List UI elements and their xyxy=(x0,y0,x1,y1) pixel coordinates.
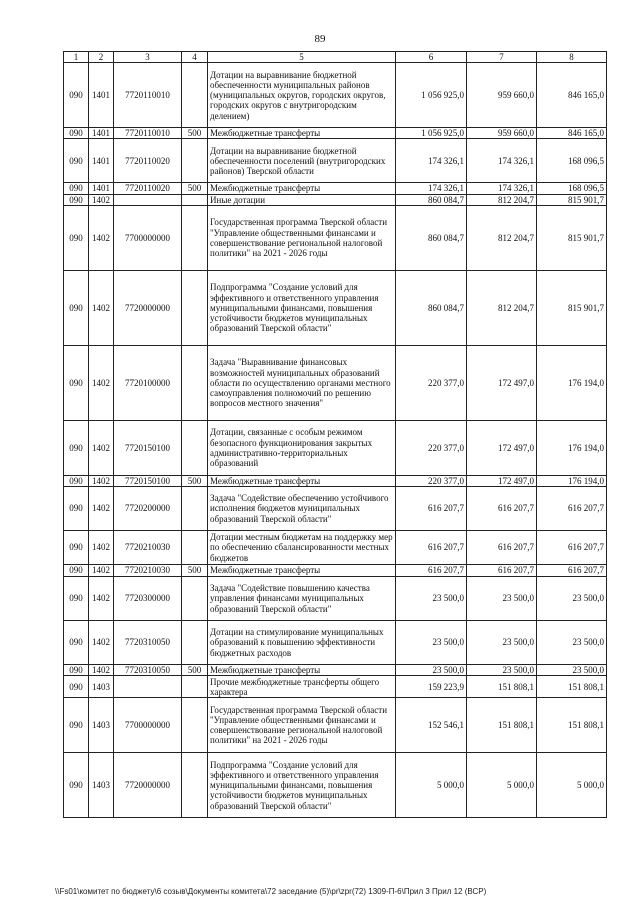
cell-amount-col7: 172 497,0 xyxy=(467,420,537,475)
cell-amount-col7: 616 207,7 xyxy=(467,531,537,565)
cell-admin-code: 090 xyxy=(64,676,89,698)
cell-section-code: 1401 xyxy=(89,63,114,128)
cell-expense-type: 500 xyxy=(182,183,208,194)
cell-amount-col7: 959 660,0 xyxy=(467,63,537,128)
cell-target-code: 7720000000 xyxy=(114,753,182,818)
cell-amount-col8: 815 901,7 xyxy=(537,194,607,205)
cell-target-code: 7720110010 xyxy=(114,128,182,139)
cell-expense-type xyxy=(182,194,208,205)
cell-description: Подпрограмма "Создание условий для эффективного и ответственного управления муниципальными финансами, повышения устойчивости бюджетов муниципальных образований Тверской области" xyxy=(208,753,396,818)
table-row xyxy=(64,577,607,621)
table-row xyxy=(64,475,607,486)
cell-amount-col7: 23 500,0 xyxy=(467,665,537,676)
cell-expense-type xyxy=(182,676,208,698)
cell-admin-code: 090 xyxy=(64,487,89,531)
table-row xyxy=(64,565,607,577)
cell-amount-col6: 616 207,7 xyxy=(396,487,467,531)
column-header: 1 xyxy=(64,52,89,63)
cell-section-code: 1402 xyxy=(89,345,114,420)
cell-amount-col8: 815 901,7 xyxy=(537,270,607,345)
cell-section-code: 1402 xyxy=(89,577,114,621)
cell-description: Межбюджетные трансферты xyxy=(208,475,396,486)
cell-amount-col7: 616 207,7 xyxy=(467,565,537,577)
cell-section-code: 1402 xyxy=(89,270,114,345)
column-header: 4 xyxy=(182,52,208,63)
cell-amount-col7: 812 204,7 xyxy=(467,205,537,270)
cell-target-code: 7700000000 xyxy=(114,205,182,270)
cell-amount-col7: 174 326,1 xyxy=(467,139,537,183)
table-row xyxy=(64,270,607,345)
table-row xyxy=(64,676,607,698)
cell-amount-col6: 860 084,7 xyxy=(396,194,467,205)
column-header: 5 xyxy=(208,52,396,63)
cell-expense-type: 500 xyxy=(182,565,208,577)
cell-description: Государственная программа Тверской области "Управление общественными финансами и совершенствование региональной налоговой политики" на 2021 - 2026 годы xyxy=(208,205,396,270)
table-row xyxy=(64,345,607,420)
cell-description: Задача "Выравнивание финансовых возможностей муниципальных образований области по осуществлению органами местного самоуправления полномочий по решению вопросов местного значения" xyxy=(208,345,396,420)
cell-amount-col8: 616 207,7 xyxy=(537,531,607,565)
cell-amount-col7: 23 500,0 xyxy=(467,577,537,621)
cell-description: Задача "Содействие повышению качества управления финансами муниципальных образований Тверской области" xyxy=(208,577,396,621)
cell-section-code: 1403 xyxy=(89,753,114,818)
cell-description: Межбюджетные трансферты xyxy=(208,183,396,194)
cell-amount-col7: 959 660,0 xyxy=(467,128,537,139)
cell-section-code: 1402 xyxy=(89,487,114,531)
cell-description: Государственная программа Тверской области "Управление общественными финансами и совершенствование региональной налоговой политики" на 2021 - 2026 годы xyxy=(208,698,396,753)
cell-expense-type xyxy=(182,531,208,565)
cell-amount-col6: 174 326,1 xyxy=(396,139,467,183)
cell-section-code: 1402 xyxy=(89,475,114,486)
cell-target-code: 7720200000 xyxy=(114,487,182,531)
cell-admin-code: 090 xyxy=(64,475,89,486)
cell-amount-col8: 23 500,0 xyxy=(537,577,607,621)
cell-expense-type xyxy=(182,420,208,475)
cell-amount-col8: 846 165,0 xyxy=(537,128,607,139)
cell-expense-type: 500 xyxy=(182,665,208,676)
cell-amount-col8: 846 165,0 xyxy=(537,63,607,128)
cell-description: Дотации на стимулирование муниципальных образований к повышению эффективности бюджетных расходов xyxy=(208,621,396,665)
cell-section-code: 1402 xyxy=(89,420,114,475)
cell-amount-col6: 616 207,7 xyxy=(396,531,467,565)
cell-amount-col7: 616 207,7 xyxy=(467,487,537,531)
page-number: 89 xyxy=(314,33,326,45)
table-row xyxy=(64,63,607,128)
cell-amount-col7: 23 500,0 xyxy=(467,621,537,665)
table-body xyxy=(64,63,607,818)
cell-admin-code: 090 xyxy=(64,63,89,128)
cell-section-code: 1403 xyxy=(89,698,114,753)
cell-expense-type xyxy=(182,621,208,665)
cell-target-code: 7720310050 xyxy=(114,621,182,665)
cell-admin-code: 090 xyxy=(64,665,89,676)
cell-description: Дотации, связанные с особым режимом безопасного функционирования закрытых административно-территориальных образований xyxy=(208,420,396,475)
cell-amount-col6: 220 377,0 xyxy=(396,420,467,475)
cell-description: Задача "Содействие обеспечению устойчивого исполнения бюджетов муниципальных образований Тверской области" xyxy=(208,487,396,531)
cell-section-code: 1402 xyxy=(89,531,114,565)
cell-amount-col8: 5 000,0 xyxy=(537,753,607,818)
budget-table xyxy=(63,51,607,818)
cell-target-code xyxy=(114,194,182,205)
cell-amount-col6: 159 223,9 xyxy=(396,676,467,698)
cell-amount-col6: 23 500,0 xyxy=(396,621,467,665)
cell-target-code: 7720310050 xyxy=(114,665,182,676)
cell-expense-type xyxy=(182,698,208,753)
cell-target-code: 7720100000 xyxy=(114,345,182,420)
cell-section-code: 1402 xyxy=(89,205,114,270)
cell-amount-col7: 151 808,1 xyxy=(467,698,537,753)
cell-target-code: 7700000000 xyxy=(114,698,182,753)
cell-target-code: 7720110020 xyxy=(114,139,182,183)
cell-amount-col6: 616 207,7 xyxy=(396,565,467,577)
cell-section-code: 1402 xyxy=(89,621,114,665)
cell-target-code: 7720110020 xyxy=(114,183,182,194)
cell-admin-code: 090 xyxy=(64,577,89,621)
table-row xyxy=(64,665,607,676)
cell-amount-col7: 812 204,7 xyxy=(467,194,537,205)
cell-admin-code: 090 xyxy=(64,621,89,665)
cell-admin-code: 090 xyxy=(64,420,89,475)
cell-admin-code: 090 xyxy=(64,270,89,345)
cell-amount-col6: 174 326,1 xyxy=(396,183,467,194)
cell-amount-col8: 168 096,5 xyxy=(537,139,607,183)
cell-admin-code: 090 xyxy=(64,205,89,270)
cell-amount-col7: 174 326,1 xyxy=(467,183,537,194)
cell-amount-col8: 176 194,0 xyxy=(537,420,607,475)
cell-expense-type: 500 xyxy=(182,128,208,139)
table-header xyxy=(64,52,607,63)
cell-amount-col8: 23 500,0 xyxy=(537,665,607,676)
cell-target-code: 7720300000 xyxy=(114,577,182,621)
cell-amount-col6: 23 500,0 xyxy=(396,665,467,676)
cell-section-code: 1403 xyxy=(89,676,114,698)
cell-amount-col7: 5 000,0 xyxy=(467,753,537,818)
cell-amount-col6: 860 084,7 xyxy=(396,205,467,270)
cell-amount-col6: 1 056 925,0 xyxy=(396,63,467,128)
cell-amount-col7: 172 497,0 xyxy=(467,345,537,420)
table-row xyxy=(64,128,607,139)
cell-expense-type xyxy=(182,270,208,345)
cell-section-code: 1401 xyxy=(89,183,114,194)
cell-expense-type xyxy=(182,63,208,128)
table-row xyxy=(64,753,607,818)
cell-description: Дотации на выравнивание бюджетной обеспеченности муниципальных районов (муниципальных округов, городских округов, городских округов с внутригородским делением) xyxy=(208,63,396,128)
cell-description: Дотации на выравнивание бюджетной обеспеченности поселений (внутригородских районов) Тверской области xyxy=(208,139,396,183)
column-header: 3 xyxy=(114,52,182,63)
cell-description: Иные дотации xyxy=(208,194,396,205)
cell-amount-col8: 23 500,0 xyxy=(537,621,607,665)
table-row xyxy=(64,139,607,183)
cell-amount-col8: 168 096,5 xyxy=(537,183,607,194)
cell-expense-type xyxy=(182,139,208,183)
cell-target-code xyxy=(114,676,182,698)
cell-amount-col8: 151 808,1 xyxy=(537,676,607,698)
cell-amount-col6: 220 377,0 xyxy=(396,345,467,420)
table-row xyxy=(64,487,607,531)
cell-amount-col6: 860 084,7 xyxy=(396,270,467,345)
cell-amount-col7: 812 204,7 xyxy=(467,270,537,345)
cell-expense-type: 500 xyxy=(182,475,208,486)
cell-expense-type xyxy=(182,577,208,621)
cell-description: Межбюджетные трансферты xyxy=(208,128,396,139)
cell-expense-type xyxy=(182,487,208,531)
cell-admin-code: 090 xyxy=(64,753,89,818)
table-row xyxy=(64,183,607,194)
cell-amount-col6: 23 500,0 xyxy=(396,577,467,621)
cell-admin-code: 090 xyxy=(64,128,89,139)
cell-target-code: 7720150100 xyxy=(114,420,182,475)
cell-section-code: 1402 xyxy=(89,665,114,676)
cell-admin-code: 090 xyxy=(64,565,89,577)
cell-target-code: 7720210030 xyxy=(114,531,182,565)
cell-expense-type xyxy=(182,753,208,818)
cell-amount-col7: 151 808,1 xyxy=(467,676,537,698)
table-row xyxy=(64,420,607,475)
cell-amount-col8: 616 207,7 xyxy=(537,487,607,531)
cell-amount-col6: 152 546,1 xyxy=(396,698,467,753)
cell-amount-col8: 151 808,1 xyxy=(537,698,607,753)
cell-expense-type xyxy=(182,205,208,270)
cell-admin-code: 090 xyxy=(64,531,89,565)
cell-admin-code: 090 xyxy=(64,139,89,183)
cell-section-code: 1402 xyxy=(89,565,114,577)
cell-amount-col6: 220 377,0 xyxy=(396,475,467,486)
column-header: 6 xyxy=(396,52,467,63)
cell-admin-code: 090 xyxy=(64,194,89,205)
table-row xyxy=(64,621,607,665)
cell-amount-col6: 1 056 925,0 xyxy=(396,128,467,139)
cell-section-code: 1402 xyxy=(89,194,114,205)
table-row xyxy=(64,205,607,270)
cell-amount-col8: 176 194,0 xyxy=(537,345,607,420)
cell-section-code: 1401 xyxy=(89,139,114,183)
cell-admin-code: 090 xyxy=(64,345,89,420)
cell-description: Межбюджетные трансферты xyxy=(208,665,396,676)
cell-description: Межбюджетные трансферты xyxy=(208,565,396,577)
cell-amount-col8: 815 901,7 xyxy=(537,205,607,270)
cell-amount-col8: 616 207,7 xyxy=(537,565,607,577)
file-path-footer: \\Fs01\комитет по бюджету\6 созыв\Документы комитета\72 заседание (5)\pr\zpr(72) 1309-П-6\Прил 3 Прил 12 (ВСР) xyxy=(55,887,487,896)
cell-section-code: 1401 xyxy=(89,128,114,139)
cell-description: Дотации местным бюджетам на поддержку мер по обеспечению сбалансированности местных бюджетов xyxy=(208,531,396,565)
column-header: 7 xyxy=(467,52,537,63)
cell-target-code: 7720000000 xyxy=(114,270,182,345)
cell-description: Подпрограмма "Создание условий для эффективного и ответственного управления муниципальными финансами, повышения устойчивости бюджетов муниципальных образований Тверской области" xyxy=(208,270,396,345)
table-row xyxy=(64,194,607,205)
table-row xyxy=(64,531,607,565)
cell-admin-code: 090 xyxy=(64,698,89,753)
column-header: 8 xyxy=(537,52,607,63)
table-row xyxy=(64,698,607,753)
cell-admin-code: 090 xyxy=(64,183,89,194)
cell-expense-type xyxy=(182,345,208,420)
cell-description: Прочие межбюджетные трансферты общего характера xyxy=(208,676,396,698)
cell-target-code: 7720150100 xyxy=(114,475,182,486)
column-header: 2 xyxy=(89,52,114,63)
cell-amount-col8: 176 194,0 xyxy=(537,475,607,486)
cell-target-code: 7720210030 xyxy=(114,565,182,577)
cell-amount-col7: 172 497,0 xyxy=(467,475,537,486)
cell-target-code: 7720110010 xyxy=(114,63,182,128)
cell-amount-col6: 5 000,0 xyxy=(396,753,467,818)
